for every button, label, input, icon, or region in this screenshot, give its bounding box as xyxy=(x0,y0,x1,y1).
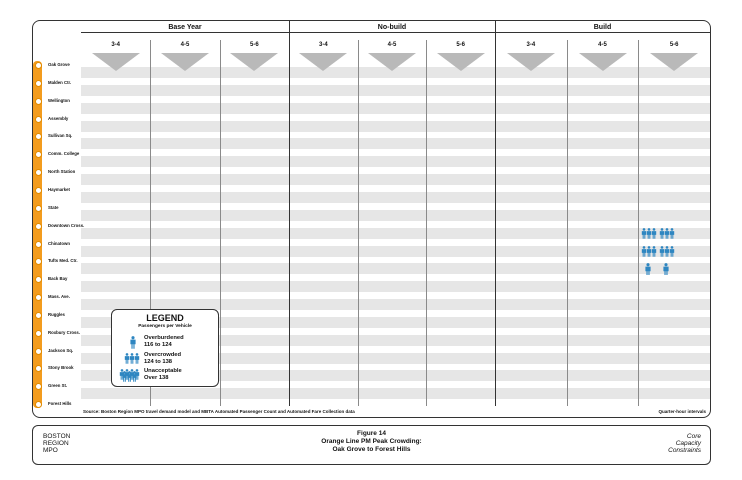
overcrowded-icon xyxy=(640,227,658,240)
station-dot xyxy=(35,98,42,105)
station-dot xyxy=(35,348,42,355)
direction-arrow xyxy=(92,53,140,71)
group-title: No-build xyxy=(377,24,407,31)
column-label: 3-4 xyxy=(318,42,328,48)
column-label: 4-5 xyxy=(598,42,607,48)
station-label: Malden Ctr. xyxy=(48,79,72,85)
station-label: Haymarket xyxy=(48,186,70,192)
overcrowded-icon xyxy=(658,227,676,240)
station-dot xyxy=(35,223,42,230)
legend-item-range: 124 to 138 xyxy=(144,359,173,365)
segment-band xyxy=(81,121,710,132)
overburdened-icon xyxy=(658,262,676,275)
direction-arrow xyxy=(437,53,485,71)
figure-title: Orange Line PM Peak Crowding: xyxy=(321,438,422,445)
station-label: Green St. xyxy=(48,383,68,389)
column-label: 4-5 xyxy=(180,42,190,48)
interval-note: Quarter-hour intervals xyxy=(658,409,706,414)
legend-item-label: Unacceptable xyxy=(144,368,182,374)
station-label: Mass. Ave. xyxy=(48,294,70,300)
legend-item-range: 116 to 124 xyxy=(144,342,172,348)
direction-arrow xyxy=(161,53,209,71)
station-label: Stony Brook xyxy=(48,365,74,371)
column-divider xyxy=(638,40,639,406)
station-label: Sullivan Sq. xyxy=(48,133,73,139)
overburdened-icon xyxy=(125,335,141,349)
station-label: Downtown Cross. xyxy=(48,222,85,228)
segment-band xyxy=(81,192,710,203)
overburdened-icon xyxy=(640,262,658,275)
direction-arrow xyxy=(650,53,698,71)
station-label: Roxbury Cross. xyxy=(48,329,80,335)
station-label: Oak Grove xyxy=(48,62,70,67)
segment-band xyxy=(81,138,710,149)
column-label: 3-4 xyxy=(526,42,536,48)
station-label: Forest Hills xyxy=(48,401,72,407)
figure-number: Figure 14 xyxy=(357,430,386,437)
direction-arrow xyxy=(579,53,627,71)
column-divider xyxy=(426,40,427,406)
source-note: Source: Boston Region MPO travel demand model and MBTA Automated Passenger Count and Automated Fare Collection data xyxy=(83,409,355,414)
group-title: Base Year xyxy=(168,24,202,31)
station-label: Tufts Med. Ctr. xyxy=(48,258,78,264)
station-label: Wellington xyxy=(48,97,70,103)
station-dot xyxy=(35,80,42,87)
figure-subtitle: Oak Grove to Forest Hills xyxy=(332,446,411,453)
station-label: Chinatown xyxy=(48,240,70,246)
figure-footer xyxy=(32,425,711,465)
legend-item-label: Overburdened xyxy=(144,335,184,341)
direction-arrow xyxy=(230,53,278,71)
group-divider xyxy=(495,21,496,406)
header-rule xyxy=(81,32,710,33)
group-title: Build xyxy=(593,24,612,31)
column-label: 4-5 xyxy=(387,42,397,48)
column-label: 5-6 xyxy=(249,42,259,48)
column-divider xyxy=(220,40,221,406)
station-label: State xyxy=(48,204,59,210)
column-divider xyxy=(358,40,359,406)
station-dot xyxy=(35,312,42,319)
column-label: 3-4 xyxy=(111,42,120,48)
column-divider xyxy=(567,40,568,406)
segment-band xyxy=(81,210,710,221)
station-label: Back Bay xyxy=(48,276,68,282)
segment-band xyxy=(81,85,710,96)
station-label: Comm. College xyxy=(48,151,80,157)
segment-band xyxy=(81,246,710,257)
station-dot xyxy=(35,62,42,69)
overcrowded-icon xyxy=(658,245,676,258)
legend-item-overcrowded xyxy=(144,352,181,366)
station-dot xyxy=(35,205,42,212)
segment-band xyxy=(81,174,710,185)
chart-panel xyxy=(32,20,711,418)
segment-band xyxy=(81,281,710,292)
unacceptable-icon xyxy=(118,368,142,382)
overcrowded-icon xyxy=(640,245,658,258)
legend-item-range: Over 138 xyxy=(144,375,169,381)
legend xyxy=(111,309,219,387)
station-dot xyxy=(35,330,42,337)
station-dot xyxy=(35,116,42,123)
legend-item-label: Overcrowded xyxy=(144,352,182,358)
station-label: Ruggles xyxy=(48,311,65,317)
station-dot xyxy=(35,187,42,194)
column-label: 5-6 xyxy=(456,42,465,48)
direction-arrow xyxy=(507,53,555,71)
direction-arrow xyxy=(299,53,347,71)
segment-band xyxy=(81,103,710,114)
orange-line xyxy=(33,61,42,408)
station-dot xyxy=(35,294,42,301)
station-label: Assembly xyxy=(48,115,69,121)
org-name: BOSTON REGION MPO xyxy=(43,433,71,454)
legend-subtitle: Passengers per Vehicle xyxy=(138,324,192,329)
legend-title: LEGEND xyxy=(146,313,184,323)
legend-item-unacceptable xyxy=(144,368,182,382)
direction-arrow xyxy=(368,53,416,71)
station-label: North Station xyxy=(48,169,76,175)
segment-band xyxy=(81,263,710,274)
segment-band xyxy=(81,388,710,399)
station-label: Jackson Sq. xyxy=(48,347,74,353)
segment-band xyxy=(81,156,710,167)
station-dot xyxy=(35,401,42,408)
column-label: 5-6 xyxy=(669,42,679,48)
topic-label: Core Capacity Constraints xyxy=(668,433,701,454)
group-divider xyxy=(289,21,290,406)
station-dot xyxy=(35,241,42,248)
segment-band xyxy=(81,228,710,239)
overcrowded-icon xyxy=(123,352,141,365)
legend-item-overburdened xyxy=(144,335,184,349)
